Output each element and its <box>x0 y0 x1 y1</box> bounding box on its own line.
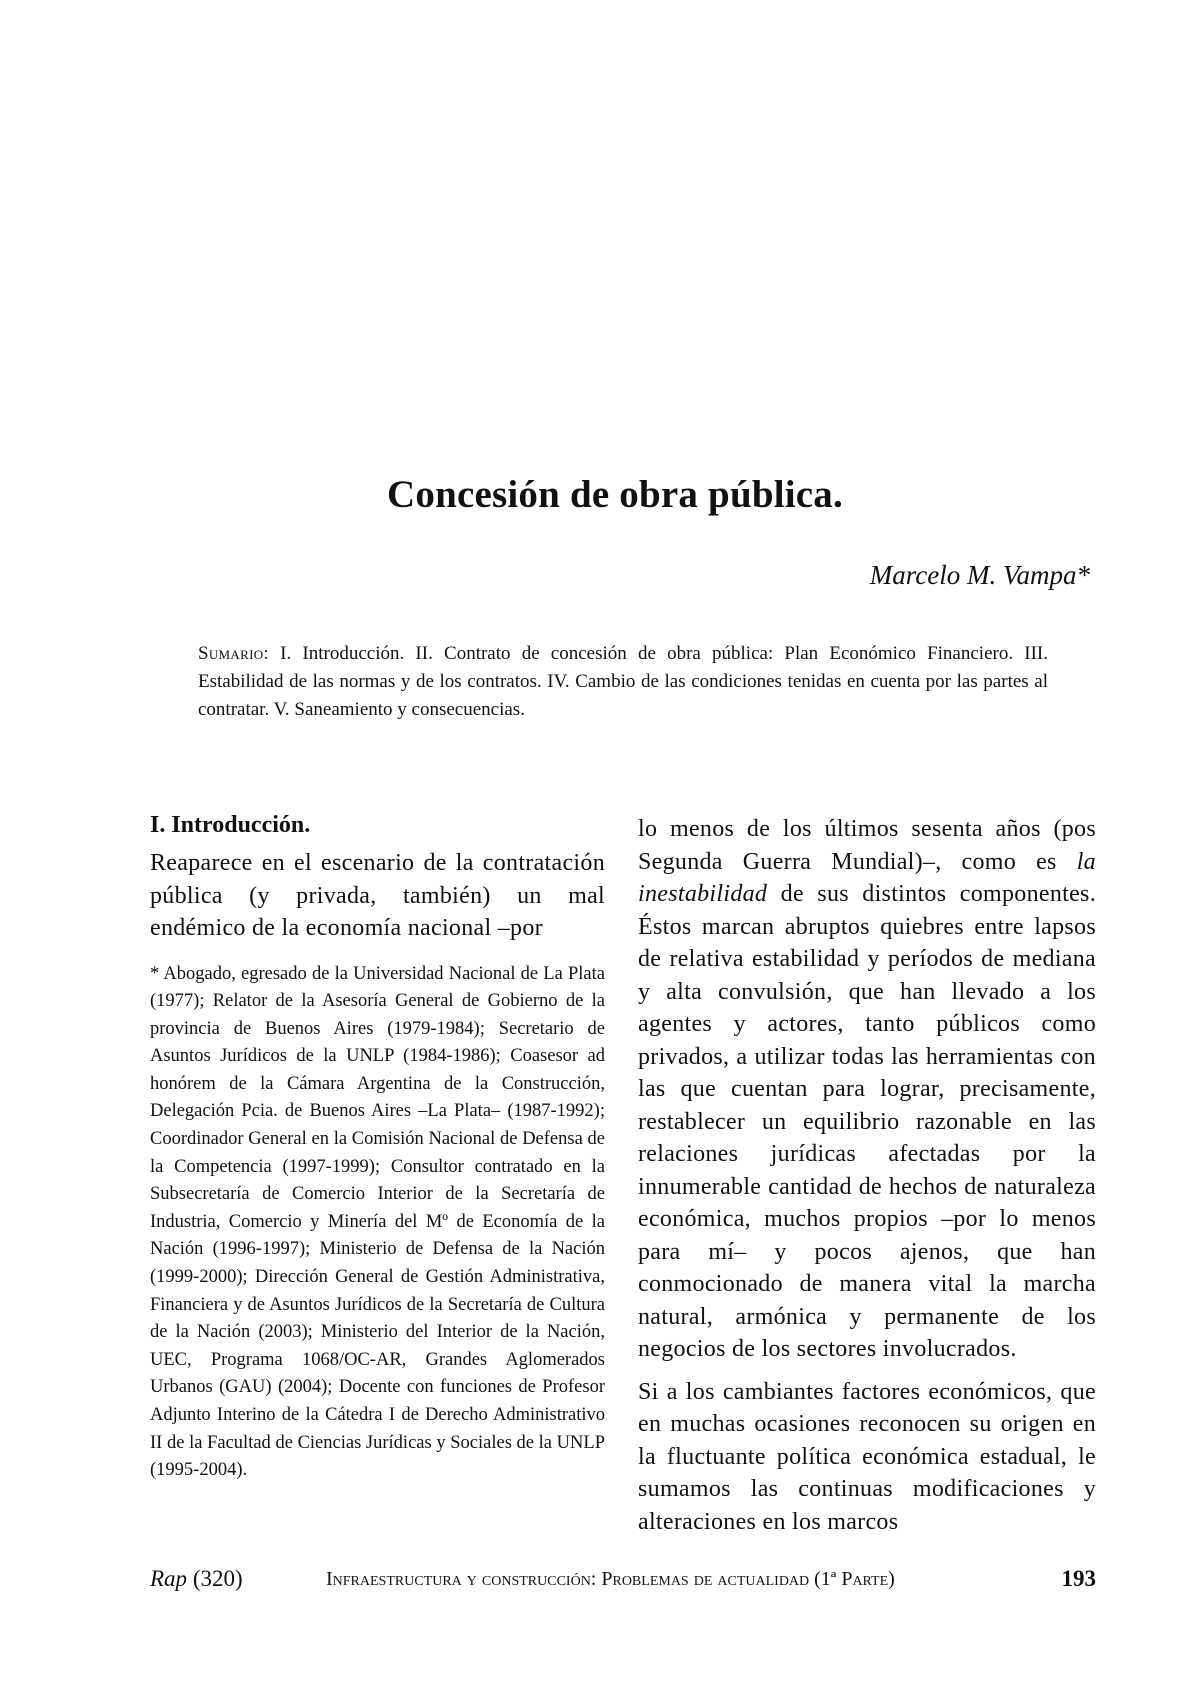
left-column <box>150 812 605 1485</box>
page-number: 193 <box>1061 1566 1096 1591</box>
right-column <box>638 813 1096 1548</box>
body-paragraph: Si a los cambiantes factores económicos, que en muchas ocasiones reconocen su origen en la fluctuante política económica estadual, le sumamos las continuas modificaciones y alteraciones en los marcos <box>638 1378 1096 1535</box>
article-summary <box>198 640 1048 724</box>
running-title: Infraestructura y construcción: Problemas de actualidad (1ª Parte) <box>326 1568 895 1590</box>
journal-name: Rap <box>150 1566 188 1591</box>
emphasis-text: la inestabilidad <box>638 848 1096 907</box>
body-paragraph-continued <box>638 813 1096 1366</box>
article-title: Concesión de obra pública. <box>387 473 843 516</box>
journal-issue: (320) <box>187 1566 243 1591</box>
summary-label: Sumario: <box>198 643 269 664</box>
journal-reference <box>150 1566 243 1592</box>
text-run: lo menos de los últimos sesenta años (pos Segunda Guerra Mundial)–, como es <box>638 816 1096 875</box>
section-heading: I. Introducción. <box>150 812 311 838</box>
page-footer <box>150 1566 1096 1600</box>
summary-text: I. Introducción. II. Contrato de concesión de obra pública: Plan Económico Financiero. III. Estabilidad de las normas y de los contratos. IV. Cambio de las condiciones tenidas en cuenta por las partes al contratar. V. Saneamiento y consecuencias. <box>198 643 1048 720</box>
author-footnote: * Abogado, egresado de la Universidad Nacional de La Plata (1977); Relator de la Asesoría General de Gobierno de la provincia de Buenos Aires (1979-1984); Secretario de Asuntos Jurídicos de la UNLP (1984-1986); Coasesor ad honórem de la Cámara Argentina de la Construcción, Delegación Pcia. de Buenos Aires –La Plata– (1987-1992); Coordinador General en la Comisión Nacional de Defensa de la Competencia (1997-1999); Consultor contratado en la Subsecretaría de Comercio Interior de la Secretaría de Industria, Comercio y Minería del Mº de Economía de la Nación (1996-1997); Ministerio de Defensa de la Nación (1999-2000); Dirección General de Gestión Administrativa, Financiera y de Asuntos Jurídicos de la Secretaría de Cultura de la Nación (2003); Ministerio del Interior de la Nación, UEC, Programa 1068/OC-AR, Grandes Aglomerados Urbanos (GAU) (2004); Docente con funciones de Profesor Adjunto Interino de la Cátedra I de Derecho Administrativo II de la Facultad de Ciencias Jurídicas y Sociales de la UNLP (1995-2004). <box>150 963 605 1481</box>
text-run: de sus distintos componentes. Éstos marcan abruptos quiebres entre lapsos de relativa estabilidad y períodos de mediana y alta convulsión, que han llevado a los agentes y actores, tanto públicos como privados, a utilizar todas las herramientas con las que cuentan para lograr, precisamente, restablecer un equilibrio razonable en las relaciones jurídicas afectadas por la innumerable cantidad de hechos de naturaleza económica, muchos propios –por lo menos para mí– y pocos ajenos, que han conmocionado de manera vital la marcha natural, armónica y permanente de los negocios de los sectores involucrados. <box>638 881 1096 1362</box>
article-author: Marcelo M. Vampa* <box>869 560 1090 590</box>
body-paragraph: Reaparece en el escenario de la contratación pública (y privada, también) un mal endémico de la economía nacional –por <box>150 850 605 941</box>
